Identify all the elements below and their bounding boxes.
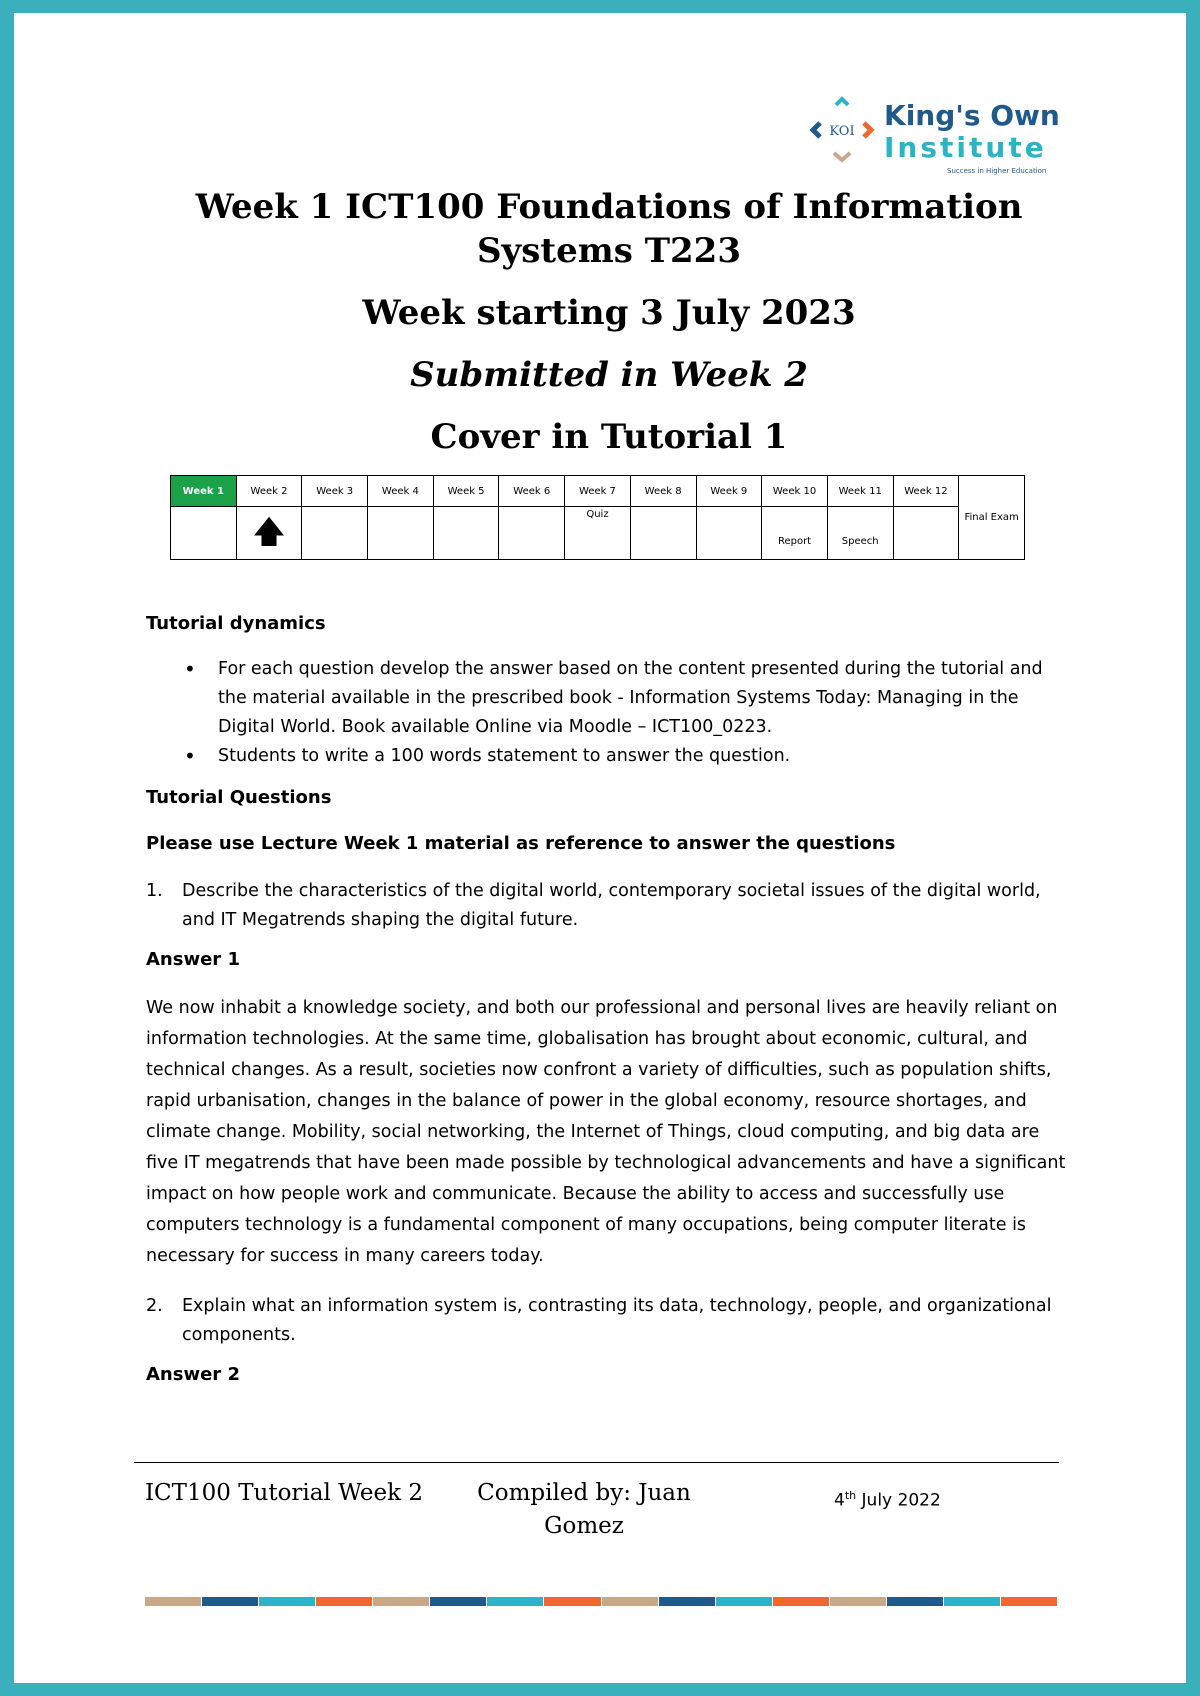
color-stripe-segment (544, 1597, 600, 1606)
footer-date-day: 4 (834, 1490, 845, 1511)
color-stripe-segment (944, 1597, 1000, 1606)
list-item: • For each question develop the answer based on the content presented during the tutorial and the material available in the prescribed book - Information Systems Today: Managing in the Digital World. Book available Online via Moodle – ICT100_0223. (218, 655, 1071, 742)
week-9-note (696, 507, 762, 560)
week-cell-1: Week 1 (171, 476, 237, 507)
week-cell-10: Week 10 (762, 476, 828, 507)
page-footer (134, 1462, 1059, 1539)
week-cell-7: Week 7 (565, 476, 631, 507)
instruction-heading: Please use Lecture Week 1 material as reference to answer the questions (146, 833, 896, 854)
submitted-week: Submitted in Week 2 (410, 355, 808, 395)
question-2 (146, 1292, 1071, 1350)
color-stripe-segment (602, 1597, 658, 1606)
page-title: Week 1 ICT100 Foundations of Information Systems T223 (195, 187, 1023, 271)
color-stripe-segment (716, 1597, 772, 1606)
final-exam-cell: Final Exam (959, 476, 1025, 560)
week-cell-3: Week 3 (302, 476, 368, 507)
week-cell-5: Week 5 (433, 476, 499, 507)
question-1-text: Describe the characteristics of the digital world, contemporary societal issues of the digital world, and IT Megatrends shaping the digital future. (182, 881, 1041, 930)
logo-mark (813, 99, 871, 160)
footer-course: ICT100 Tutorial Week 2 (144, 1480, 424, 1506)
week-2-note (236, 507, 302, 560)
color-stripe-segment (659, 1597, 715, 1606)
logo-mark-text: KOI (829, 124, 855, 139)
list-item: • Students to write a 100 words statement to answer the question. (218, 742, 1071, 771)
week-4-note (368, 507, 434, 560)
week-10-note (762, 507, 828, 560)
speech-label: Speech (841, 536, 879, 547)
week-1-note (171, 507, 237, 560)
question-1-number: 1. (146, 881, 163, 901)
document-body (146, 611, 1071, 1388)
koi-logo (802, 85, 1072, 183)
week-11-note (827, 507, 893, 560)
logo-sub: Institute (884, 131, 1047, 164)
color-stripe-segment (830, 1597, 886, 1606)
week-cell-4: Week 4 (368, 476, 434, 507)
color-stripe-segment (487, 1597, 543, 1606)
color-stripe-segment (202, 1597, 258, 1606)
dynamics-list (146, 655, 1071, 771)
logo-name: King's Own (884, 99, 1060, 132)
footer-date-rest: July 2022 (856, 1490, 941, 1511)
week-cell-9: Week 9 (696, 476, 762, 507)
week-cell-2: Week 2 (236, 476, 302, 507)
week-8-note (630, 507, 696, 560)
tutorial-questions-heading: Tutorial Questions (146, 787, 332, 808)
week-schedule-table (170, 475, 1025, 560)
color-stripe-segment (887, 1597, 943, 1606)
answer-2-heading: Answer 2 (146, 1364, 240, 1385)
color-stripe-segment (430, 1597, 486, 1606)
cover-tutorial: Cover in Tutorial 1 (430, 417, 788, 457)
question-2-number: 2. (146, 1296, 163, 1316)
color-stripe-segment (373, 1597, 429, 1606)
color-stripe-segment (316, 1597, 372, 1606)
week-7-note (565, 507, 631, 560)
week-5-note (433, 507, 499, 560)
arrow-up-icon: 🡅 (253, 515, 285, 550)
week-cell-12: Week 12 (893, 476, 959, 507)
footer-compiled-by: Compiled by: Juan Gomez (477, 1480, 691, 1539)
week-cell-8: Week 8 (630, 476, 696, 507)
title-block (144, 185, 1074, 459)
question-2-text: Explain what an information system is, contrasting its data, technology, people, and organizational components. (182, 1296, 1052, 1345)
report-label: Report (777, 536, 812, 547)
footer-date (834, 1479, 1014, 1518)
footer-color-stripes (145, 1597, 1057, 1606)
week-cell-6: Week 6 (499, 476, 565, 507)
question-1 (146, 877, 1071, 935)
week-3-note (302, 507, 368, 560)
quiz-label: Quiz (586, 509, 609, 520)
color-stripe-segment (773, 1597, 829, 1606)
week-cell-11: Week 11 (827, 476, 893, 507)
color-stripe-segment (259, 1597, 315, 1606)
color-stripe-segment (1001, 1597, 1057, 1606)
footer-date-suffix: th (844, 1489, 857, 1502)
answer-1-text: We now inhabit a knowledge society, and both our professional and personal lives are heavily reliant on information technologies. At the same time, globalisation has brought about economic, cultural, and technical changes. As a result, societies now confront a variety of difficulties, such as population shifts, rapid urbanisation, changes in the balance of power in the global economy, resource shortages, and climate change. Mobility, social networking, the Internet of Things, cloud computing, and big data are five IT megatrends that have been made possible by technological advancements and have a significant impact on how people work and communicate. Because the ability to access and successfully use computers technology is a fundamental component of many occupations, being computer literate is necessary for success in many careers today. (146, 998, 1066, 1266)
week-starting: Week starting 3 July 2023 (362, 293, 856, 333)
logo-tagline: Success in Higher Education (947, 167, 1047, 175)
week-12-note (893, 507, 959, 560)
tutorial-dynamics-heading: Tutorial dynamics (146, 613, 326, 634)
answer-1-heading: Answer 1 (146, 949, 240, 970)
week-6-note (499, 507, 565, 560)
document-page (14, 13, 1186, 1683)
color-stripe-segment (145, 1597, 201, 1606)
